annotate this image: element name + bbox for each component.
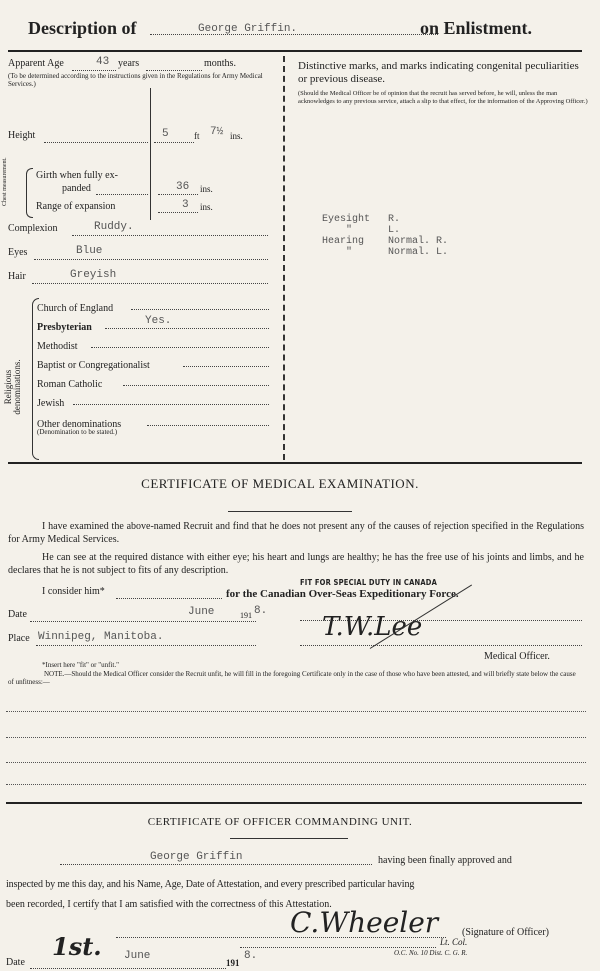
officer-date-day: 1st. — [52, 932, 102, 961]
girth-line — [96, 194, 148, 195]
header-divider — [8, 50, 582, 52]
range-label: Range of expansion — [36, 201, 116, 212]
months-line — [146, 70, 202, 71]
officer-date-year-suffix: 8. — [244, 950, 258, 962]
apparent-age-value: 43 — [96, 56, 110, 68]
officer-date-month: June — [124, 950, 151, 962]
age-note: (To be determined according to the instructions given in the Regulations for Army Medical Services.) — [8, 72, 263, 88]
document-header — [28, 16, 588, 40]
title-suffix: on Enlistment. — [420, 18, 533, 38]
place-label: Place — [8, 633, 30, 644]
medical-date-year-prefix: 191 — [240, 611, 252, 620]
religion-label: Methodist — [37, 341, 78, 352]
mark-entry — [322, 236, 448, 247]
eyes-value: Blue — [76, 245, 103, 257]
officer-line-2: inspected by me this day, and his Name, Age, Date of Attestation, and every prescribed particular having — [6, 879, 415, 890]
medical-para-2 — [8, 551, 584, 577]
officer-title-rule — [230, 838, 348, 839]
months-label: months. — [204, 58, 236, 69]
unfitness-line — [6, 762, 586, 763]
range-value: 3 — [182, 199, 189, 211]
title-rule — [228, 511, 352, 512]
mark-entry — [322, 214, 448, 225]
religion-label: Jewish — [37, 398, 65, 409]
religion-line — [105, 328, 269, 329]
height-ins-label: ins. — [230, 131, 243, 141]
religion-label — [4, 342, 22, 432]
officer-line-1-suffix: having been finally approved and — [378, 855, 512, 866]
mark-value: R. — [388, 214, 401, 225]
medical-certificate-title: CERTIFICATE OF MEDICAL EXAMINATION. — [141, 476, 419, 491]
height-ft-line — [154, 142, 194, 143]
officer-date-line — [30, 968, 226, 969]
officer-name-value: George Griffin — [150, 851, 243, 863]
religion-row — [37, 393, 269, 412]
medical-signature-line-2 — [300, 645, 582, 646]
religion-row — [37, 336, 269, 355]
religion-line — [147, 425, 269, 426]
complexion-label: Complexion — [8, 223, 58, 234]
medical-date-label: Date — [8, 609, 27, 620]
section-divider-officer — [6, 802, 582, 804]
place-line — [36, 645, 256, 646]
complexion-line — [72, 235, 268, 236]
religion-label: Baptist or Congregationalist — [37, 360, 150, 371]
insert-note: *Insert here "fit" or "unfit." — [42, 661, 119, 669]
height-in-value: 7½ — [210, 126, 224, 138]
mark-entry — [322, 247, 448, 258]
medical-date-year-suffix: 8. — [254, 605, 268, 617]
religion-line — [123, 385, 269, 386]
unfitness-line — [6, 711, 586, 712]
officer-date-label: Date — [6, 957, 25, 968]
chest-label: Chest measurement. — [2, 157, 8, 206]
officer-unit: O.C. No. 10 Dist. C. G. R. — [394, 949, 468, 957]
medical-date-line — [30, 621, 256, 622]
mark-label: " — [346, 247, 353, 258]
apparent-age-label: Apparent Age — [8, 58, 64, 69]
religion-list — [37, 298, 269, 436]
column-divider — [283, 56, 285, 460]
mark-label: Hearing — [322, 236, 365, 247]
religion-row — [37, 414, 269, 428]
section-divider-medical — [8, 462, 582, 464]
height-ft-value: 5 — [162, 128, 169, 140]
mark-label: Eyesight — [322, 214, 371, 225]
range-unit: ins. — [200, 202, 213, 212]
title-prefix: Description of — [28, 18, 137, 38]
consider-line — [116, 598, 222, 599]
religion-label: Church of England — [37, 303, 114, 314]
consider-suffix: for the Canadian Over-Seas Expeditionary Force. — [226, 588, 459, 600]
girth-label-2: panded — [62, 183, 91, 194]
medical-para-1 — [8, 520, 584, 546]
religion-line — [131, 309, 269, 310]
officer-line-3: been recorded, I certify that I am satisfied with the correctness of this Attestation. — [6, 899, 332, 910]
range-value-line — [158, 212, 198, 213]
years-label: years — [118, 58, 140, 69]
marks-note: (Should the Medical Officer be of opinion that the recruit has served before, he will, unless the man acknowledges to any previous service, attach a slip to that effect, for the information of the Approving Officer.) — [298, 90, 588, 105]
religion-label: Presbyterian — [37, 322, 92, 333]
mark-value: L. — [388, 225, 401, 236]
ft-label: ft — [194, 131, 200, 141]
religion-label: Roman Catholic — [37, 379, 103, 390]
place-value: Winnipeg, Manitoba. — [38, 631, 164, 643]
medical-officer-signature: T.W.Lee — [322, 612, 423, 642]
religion-line — [73, 404, 269, 405]
religion-line — [91, 347, 269, 348]
officer-signature: C.Wheeler — [290, 906, 439, 939]
recruit-name: George Griffin. — [198, 23, 298, 35]
mark-value: Normal. L. — [388, 247, 449, 258]
mark-label: " — [346, 225, 353, 236]
mark-entry — [322, 225, 448, 236]
religion-row — [37, 374, 269, 393]
officer-name-line — [60, 864, 372, 865]
chest-brace — [26, 168, 33, 218]
mark-value: Normal. R. — [388, 236, 449, 247]
officer-date-year-prefix: 191 — [226, 958, 240, 968]
rank-line — [240, 947, 436, 948]
fit-stamp: FIT FOR SPECIAL DUTY IN CANADA — [300, 578, 437, 587]
hair-label: Hair — [8, 271, 26, 282]
unfit-note-text: NOTE.—Should the Medical Officer consider the Recruit unfit, he will fill in the foregoing Certificate only in the case of those who have been attested, and will briefly state below the cause of unfitness:— — [8, 670, 576, 686]
religion-label: Other denominations — [37, 419, 122, 430]
religion-label-text: Religious denominations. — [3, 359, 22, 415]
measure-divider — [150, 88, 151, 220]
unfit-note — [8, 670, 582, 686]
marks-heading: Distinctive marks, and marks indicating congenital peculiarities or previous disease. — [298, 60, 579, 85]
girth-value: 36 — [176, 181, 190, 193]
girth-unit: ins. — [200, 184, 213, 194]
medical-date-month: June — [188, 606, 215, 618]
religion-row — [37, 317, 269, 336]
unfitness-line — [6, 784, 586, 785]
height-line — [44, 142, 148, 143]
eyes-label: Eyes — [8, 247, 28, 258]
height-label: Height — [8, 130, 36, 141]
eyes-line — [34, 259, 268, 260]
religion-value: Yes. — [145, 315, 172, 327]
girth-value-line — [158, 194, 198, 195]
medical-para-1-text: I have examined the above-named Recruit and find that he does not present any of the causes of rejection specified in the Regulations for Army Medical Services. — [8, 521, 584, 545]
religion-line — [183, 366, 269, 367]
medical-officer-label: Medical Officer. — [484, 651, 550, 662]
hair-value: Greyish — [70, 269, 117, 281]
denomination-note: (Denomination to be stated.) — [37, 428, 118, 436]
officer-certificate-title: CERTIFICATE OF OFFICER COMMANDING UNIT. — [147, 816, 413, 828]
signature-of-officer-label: (Signature of Officer) — [462, 927, 550, 938]
complexion-value: Ruddy. — [94, 221, 134, 233]
medical-para-2-text: He can see at the required distance with either eye; his heart and lungs are healthy; he has the free use of his joints and limbs, and he declares that he is not subject to fits of any description. — [8, 552, 584, 576]
unfitness-line — [6, 737, 586, 738]
marks-entries — [322, 214, 448, 258]
consider-label: I consider him* — [42, 586, 105, 597]
hair-line — [32, 283, 268, 284]
religion-row — [37, 355, 269, 374]
girth-label-1: Girth when fully ex- — [36, 170, 118, 181]
age-line — [72, 70, 116, 71]
officer-rank: Lt. Col. — [440, 937, 468, 947]
